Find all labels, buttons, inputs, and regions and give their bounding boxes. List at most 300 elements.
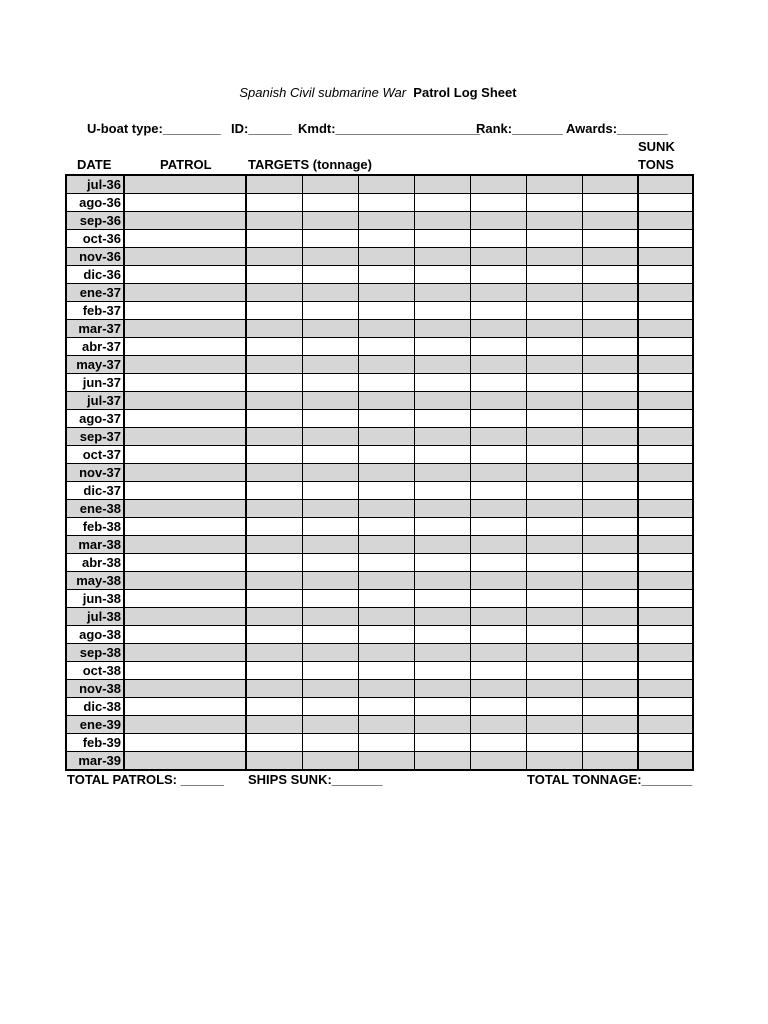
target-cell[interactable] (358, 446, 414, 464)
target-cell[interactable] (470, 698, 526, 716)
target-cell[interactable] (302, 554, 358, 572)
target-cell[interactable] (582, 446, 638, 464)
target-cell[interactable] (358, 392, 414, 410)
target-cell[interactable] (246, 518, 302, 536)
target-cell[interactable] (414, 428, 470, 446)
target-cell[interactable] (246, 752, 302, 771)
target-cell[interactable] (358, 356, 414, 374)
target-cell[interactable] (358, 284, 414, 302)
patrol-cell[interactable] (124, 356, 246, 374)
target-cell[interactable] (302, 464, 358, 482)
target-cell[interactable] (302, 338, 358, 356)
patrol-cell[interactable] (124, 680, 246, 698)
target-cell[interactable] (470, 716, 526, 734)
target-cell[interactable] (358, 302, 414, 320)
target-cell[interactable] (526, 536, 582, 554)
target-cell[interactable] (470, 554, 526, 572)
target-cell[interactable] (414, 446, 470, 464)
target-cell[interactable] (582, 266, 638, 284)
target-cell[interactable] (414, 734, 470, 752)
target-cell[interactable] (246, 194, 302, 212)
target-cell[interactable] (246, 356, 302, 374)
target-cell[interactable] (358, 482, 414, 500)
sunk-tons-cell[interactable] (638, 356, 693, 374)
target-cell[interactable] (302, 536, 358, 554)
target-cell[interactable] (526, 626, 582, 644)
target-cell[interactable] (470, 518, 526, 536)
target-cell[interactable] (246, 410, 302, 428)
sunk-tons-cell[interactable] (638, 716, 693, 734)
target-cell[interactable] (302, 212, 358, 230)
target-cell[interactable] (582, 428, 638, 446)
target-cell[interactable] (414, 266, 470, 284)
target-cell[interactable] (526, 338, 582, 356)
target-cell[interactable] (358, 320, 414, 338)
patrol-cell[interactable] (124, 175, 246, 194)
target-cell[interactable] (358, 212, 414, 230)
sunk-tons-cell[interactable] (638, 680, 693, 698)
target-cell[interactable] (470, 482, 526, 500)
target-cell[interactable] (470, 536, 526, 554)
sunk-tons-cell[interactable] (638, 374, 693, 392)
target-cell[interactable] (582, 644, 638, 662)
patrol-cell[interactable] (124, 428, 246, 446)
target-cell[interactable] (414, 464, 470, 482)
target-cell[interactable] (526, 446, 582, 464)
patrol-cell[interactable] (124, 752, 246, 771)
sunk-tons-cell[interactable] (638, 194, 693, 212)
target-cell[interactable] (582, 536, 638, 554)
target-cell[interactable] (470, 230, 526, 248)
target-cell[interactable] (582, 212, 638, 230)
target-cell[interactable] (470, 734, 526, 752)
target-cell[interactable] (358, 230, 414, 248)
target-cell[interactable] (526, 266, 582, 284)
target-cell[interactable] (470, 500, 526, 518)
sunk-tons-cell[interactable] (638, 446, 693, 464)
sunk-tons-cell[interactable] (638, 428, 693, 446)
target-cell[interactable] (358, 626, 414, 644)
target-cell[interactable] (526, 734, 582, 752)
target-cell[interactable] (414, 230, 470, 248)
target-cell[interactable] (358, 698, 414, 716)
target-cell[interactable] (246, 374, 302, 392)
target-cell[interactable] (246, 500, 302, 518)
target-cell[interactable] (358, 644, 414, 662)
target-cell[interactable] (246, 716, 302, 734)
sunk-tons-cell[interactable] (638, 500, 693, 518)
patrol-cell[interactable] (124, 644, 246, 662)
sunk-tons-cell[interactable] (638, 175, 693, 194)
target-cell[interactable] (414, 284, 470, 302)
patrol-cell[interactable] (124, 338, 246, 356)
target-cell[interactable] (414, 716, 470, 734)
target-cell[interactable] (582, 518, 638, 536)
target-cell[interactable] (358, 410, 414, 428)
target-cell[interactable] (526, 410, 582, 428)
target-cell[interactable] (414, 698, 470, 716)
target-cell[interactable] (582, 716, 638, 734)
target-cell[interactable] (526, 320, 582, 338)
log-row (66, 230, 693, 248)
target-cell[interactable] (246, 428, 302, 446)
target-cell[interactable] (358, 518, 414, 536)
target-cell[interactable] (470, 590, 526, 608)
target-cell[interactable] (302, 698, 358, 716)
target-cell[interactable] (582, 230, 638, 248)
target-cell[interactable] (246, 644, 302, 662)
target-cell[interactable] (246, 662, 302, 680)
target-cell[interactable] (302, 374, 358, 392)
target-cell[interactable] (302, 194, 358, 212)
target-cell[interactable] (302, 734, 358, 752)
target-cell[interactable] (414, 320, 470, 338)
target-cell[interactable] (582, 554, 638, 572)
target-cell[interactable] (470, 428, 526, 446)
sunk-tons-cell[interactable] (638, 536, 693, 554)
sunk-tons-cell[interactable] (638, 410, 693, 428)
sunk-tons-cell[interactable] (638, 734, 693, 752)
target-cell[interactable] (302, 626, 358, 644)
target-cell[interactable] (526, 392, 582, 410)
target-cell[interactable] (470, 446, 526, 464)
target-cell[interactable] (358, 500, 414, 518)
target-cell[interactable] (302, 644, 358, 662)
target-cell[interactable] (302, 356, 358, 374)
target-cell[interactable] (582, 464, 638, 482)
target-cell[interactable] (302, 716, 358, 734)
target-cell[interactable] (582, 626, 638, 644)
patrol-cell[interactable] (124, 536, 246, 554)
sunk-tons-cell[interactable] (638, 626, 693, 644)
target-cell[interactable] (302, 590, 358, 608)
patrol-cell[interactable] (124, 500, 246, 518)
target-cell[interactable] (358, 374, 414, 392)
target-cell[interactable] (470, 662, 526, 680)
patrol-cell[interactable] (124, 266, 246, 284)
target-cell[interactable] (470, 392, 526, 410)
target-cell[interactable] (302, 482, 358, 500)
target-cell[interactable] (582, 175, 638, 194)
patrol-cell[interactable] (124, 464, 246, 482)
target-cell[interactable] (246, 734, 302, 752)
patrol-cell[interactable] (124, 608, 246, 626)
target-cell[interactable] (414, 212, 470, 230)
target-cell[interactable] (414, 644, 470, 662)
target-cell[interactable] (414, 626, 470, 644)
sunk-tons-cell[interactable] (638, 572, 693, 590)
patrol-cell[interactable] (124, 590, 246, 608)
target-cell[interactable] (246, 698, 302, 716)
patrol-cell[interactable] (124, 734, 246, 752)
patrol-cell[interactable] (124, 248, 246, 266)
patrol-cell[interactable] (124, 410, 246, 428)
target-cell[interactable] (414, 410, 470, 428)
target-cell[interactable] (302, 230, 358, 248)
target-cell[interactable] (358, 536, 414, 554)
target-cell[interactable] (526, 680, 582, 698)
sunk-tons-cell[interactable] (638, 554, 693, 572)
sunk-tons-cell[interactable] (638, 302, 693, 320)
target-cell[interactable] (414, 374, 470, 392)
sunk-tons-cell[interactable] (638, 590, 693, 608)
target-cell[interactable] (358, 572, 414, 590)
target-cell[interactable] (470, 626, 526, 644)
target-cell[interactable] (414, 500, 470, 518)
target-cell[interactable] (414, 608, 470, 626)
target-cell[interactable] (582, 194, 638, 212)
target-cell[interactable] (414, 194, 470, 212)
target-cell[interactable] (246, 266, 302, 284)
target-cell[interactable] (414, 680, 470, 698)
target-cell[interactable] (414, 572, 470, 590)
target-cell[interactable] (526, 500, 582, 518)
patrol-cell[interactable] (124, 302, 246, 320)
target-cell[interactable] (358, 716, 414, 734)
target-cell[interactable] (470, 644, 526, 662)
target-cell[interactable] (246, 212, 302, 230)
target-cell[interactable] (246, 536, 302, 554)
target-cell[interactable] (302, 175, 358, 194)
target-cell[interactable] (526, 554, 582, 572)
target-cell[interactable] (358, 752, 414, 771)
patrol-cell[interactable] (124, 392, 246, 410)
target-cell[interactable] (246, 554, 302, 572)
target-cell[interactable] (470, 212, 526, 230)
target-cell[interactable] (246, 284, 302, 302)
target-cell[interactable] (358, 266, 414, 284)
target-cell[interactable] (358, 590, 414, 608)
target-cell[interactable] (358, 194, 414, 212)
target-cell[interactable] (302, 752, 358, 771)
target-cell[interactable] (582, 392, 638, 410)
target-cell[interactable] (246, 392, 302, 410)
sunk-tons-cell[interactable] (638, 518, 693, 536)
target-cell[interactable] (246, 572, 302, 590)
target-cell[interactable] (246, 464, 302, 482)
target-cell[interactable] (414, 392, 470, 410)
target-cell[interactable] (302, 680, 358, 698)
patrol-cell[interactable] (124, 482, 246, 500)
target-cell[interactable] (526, 482, 582, 500)
sunk-tons-cell[interactable] (638, 212, 693, 230)
target-cell[interactable] (414, 356, 470, 374)
sunk-tons-cell[interactable] (638, 698, 693, 716)
target-cell[interactable] (470, 284, 526, 302)
target-cell[interactable] (582, 338, 638, 356)
target-cell[interactable] (302, 284, 358, 302)
target-cell[interactable] (358, 175, 414, 194)
sunk-tons-cell[interactable] (638, 464, 693, 482)
target-cell[interactable] (358, 662, 414, 680)
target-cell[interactable] (414, 752, 470, 771)
target-cell[interactable] (582, 698, 638, 716)
target-cell[interactable] (582, 734, 638, 752)
target-cell[interactable] (246, 248, 302, 266)
month-cell: feb-39 (66, 734, 124, 752)
target-cell[interactable] (470, 374, 526, 392)
target-cell[interactable] (358, 680, 414, 698)
target-cell[interactable] (582, 374, 638, 392)
target-cell[interactable] (526, 590, 582, 608)
target-cell[interactable] (526, 644, 582, 662)
target-cell[interactable] (414, 590, 470, 608)
target-cell[interactable] (414, 175, 470, 194)
target-cell[interactable] (246, 626, 302, 644)
target-cell[interactable] (302, 662, 358, 680)
target-cell[interactable] (414, 338, 470, 356)
patrol-cell[interactable] (124, 572, 246, 590)
target-cell[interactable] (470, 572, 526, 590)
sunk-tons-cell[interactable] (638, 266, 693, 284)
target-cell[interactable] (470, 608, 526, 626)
sunk-tons-cell[interactable] (638, 320, 693, 338)
target-cell[interactable] (358, 428, 414, 446)
target-cell[interactable] (526, 572, 582, 590)
target-cell[interactable] (526, 518, 582, 536)
target-cell[interactable] (302, 266, 358, 284)
target-cell[interactable] (302, 572, 358, 590)
target-cell[interactable] (526, 608, 582, 626)
target-cell[interactable] (414, 554, 470, 572)
target-cell[interactable] (302, 248, 358, 266)
target-cell[interactable] (246, 338, 302, 356)
target-cell[interactable] (582, 320, 638, 338)
target-cell[interactable] (526, 212, 582, 230)
patrol-cell[interactable] (124, 194, 246, 212)
target-cell[interactable] (414, 518, 470, 536)
target-cell[interactable] (470, 410, 526, 428)
target-cell[interactable] (302, 302, 358, 320)
target-cell[interactable] (470, 320, 526, 338)
month-cell: may-37 (66, 356, 124, 374)
sunk-tons-cell[interactable] (638, 338, 693, 356)
target-cell[interactable] (358, 554, 414, 572)
patrol-cell[interactable] (124, 518, 246, 536)
target-cell[interactable] (302, 500, 358, 518)
target-cell[interactable] (246, 175, 302, 194)
target-cell[interactable] (246, 608, 302, 626)
sunk-tons-cell[interactable] (638, 482, 693, 500)
target-cell[interactable] (246, 230, 302, 248)
patrol-cell[interactable] (124, 554, 246, 572)
target-cell[interactable] (302, 320, 358, 338)
target-cell[interactable] (414, 536, 470, 554)
target-cell[interactable] (470, 302, 526, 320)
target-cell[interactable] (246, 446, 302, 464)
target-cell[interactable] (246, 590, 302, 608)
target-cell[interactable] (470, 248, 526, 266)
target-cell[interactable] (246, 302, 302, 320)
patrol-cell[interactable] (124, 284, 246, 302)
patrol-cell[interactable] (124, 230, 246, 248)
target-cell[interactable] (582, 482, 638, 500)
target-cell[interactable] (470, 175, 526, 194)
sunk-tons-cell[interactable] (638, 392, 693, 410)
sunk-tons-cell[interactable] (638, 644, 693, 662)
patrol-cell[interactable] (124, 320, 246, 338)
sunk-tons-cell[interactable] (638, 284, 693, 302)
patrol-cell[interactable] (124, 212, 246, 230)
target-cell[interactable] (302, 518, 358, 536)
target-cell[interactable] (526, 428, 582, 446)
target-cell[interactable] (582, 500, 638, 518)
target-cell[interactable] (302, 428, 358, 446)
target-cell[interactable] (470, 194, 526, 212)
target-cell[interactable] (470, 680, 526, 698)
target-cell[interactable] (582, 572, 638, 590)
target-cell[interactable] (246, 680, 302, 698)
target-cell[interactable] (526, 374, 582, 392)
patrol-cell[interactable] (124, 698, 246, 716)
sunk-tons-cell[interactable] (638, 608, 693, 626)
target-cell[interactable] (302, 410, 358, 428)
target-cell[interactable] (526, 302, 582, 320)
target-cell[interactable] (358, 608, 414, 626)
patrol-cell[interactable] (124, 374, 246, 392)
target-cell[interactable] (358, 734, 414, 752)
target-cell[interactable] (526, 698, 582, 716)
target-cell[interactable] (526, 194, 582, 212)
target-cell[interactable] (526, 356, 582, 374)
target-cell[interactable] (414, 248, 470, 266)
patrol-cell[interactable] (124, 662, 246, 680)
target-cell[interactable] (358, 464, 414, 482)
sunk-tons-cell[interactable] (638, 662, 693, 680)
target-cell[interactable] (582, 356, 638, 374)
target-cell[interactable] (582, 752, 638, 771)
target-cell[interactable] (414, 302, 470, 320)
target-cell[interactable] (414, 662, 470, 680)
sunk-tons-cell[interactable] (638, 752, 693, 771)
patrol-cell[interactable] (124, 446, 246, 464)
target-cell[interactable] (526, 284, 582, 302)
target-cell[interactable] (246, 482, 302, 500)
target-cell[interactable] (582, 302, 638, 320)
sunk-tons-cell[interactable] (638, 230, 693, 248)
target-cell[interactable] (470, 752, 526, 771)
target-cell[interactable] (470, 338, 526, 356)
target-cell[interactable] (470, 356, 526, 374)
target-cell[interactable] (526, 662, 582, 680)
patrol-cell[interactable] (124, 716, 246, 734)
target-cell[interactable] (526, 230, 582, 248)
target-cell[interactable] (526, 752, 582, 771)
target-cell[interactable] (358, 248, 414, 266)
target-cell[interactable] (302, 608, 358, 626)
target-cell[interactable] (582, 680, 638, 698)
target-cell[interactable] (526, 716, 582, 734)
target-cell[interactable] (582, 410, 638, 428)
target-cell[interactable] (526, 248, 582, 266)
target-cell[interactable] (526, 175, 582, 194)
target-cell[interactable] (582, 608, 638, 626)
sunk-tons-cell[interactable] (638, 248, 693, 266)
target-cell[interactable] (582, 590, 638, 608)
patrol-cell[interactable] (124, 626, 246, 644)
target-cell[interactable] (358, 338, 414, 356)
target-cell[interactable] (582, 284, 638, 302)
target-cell[interactable] (470, 266, 526, 284)
target-cell[interactable] (582, 662, 638, 680)
target-cell[interactable] (302, 392, 358, 410)
target-cell[interactable] (582, 248, 638, 266)
target-cell[interactable] (246, 320, 302, 338)
target-cell[interactable] (414, 482, 470, 500)
target-cell[interactable] (302, 446, 358, 464)
target-cell[interactable] (526, 464, 582, 482)
target-cell[interactable] (470, 464, 526, 482)
